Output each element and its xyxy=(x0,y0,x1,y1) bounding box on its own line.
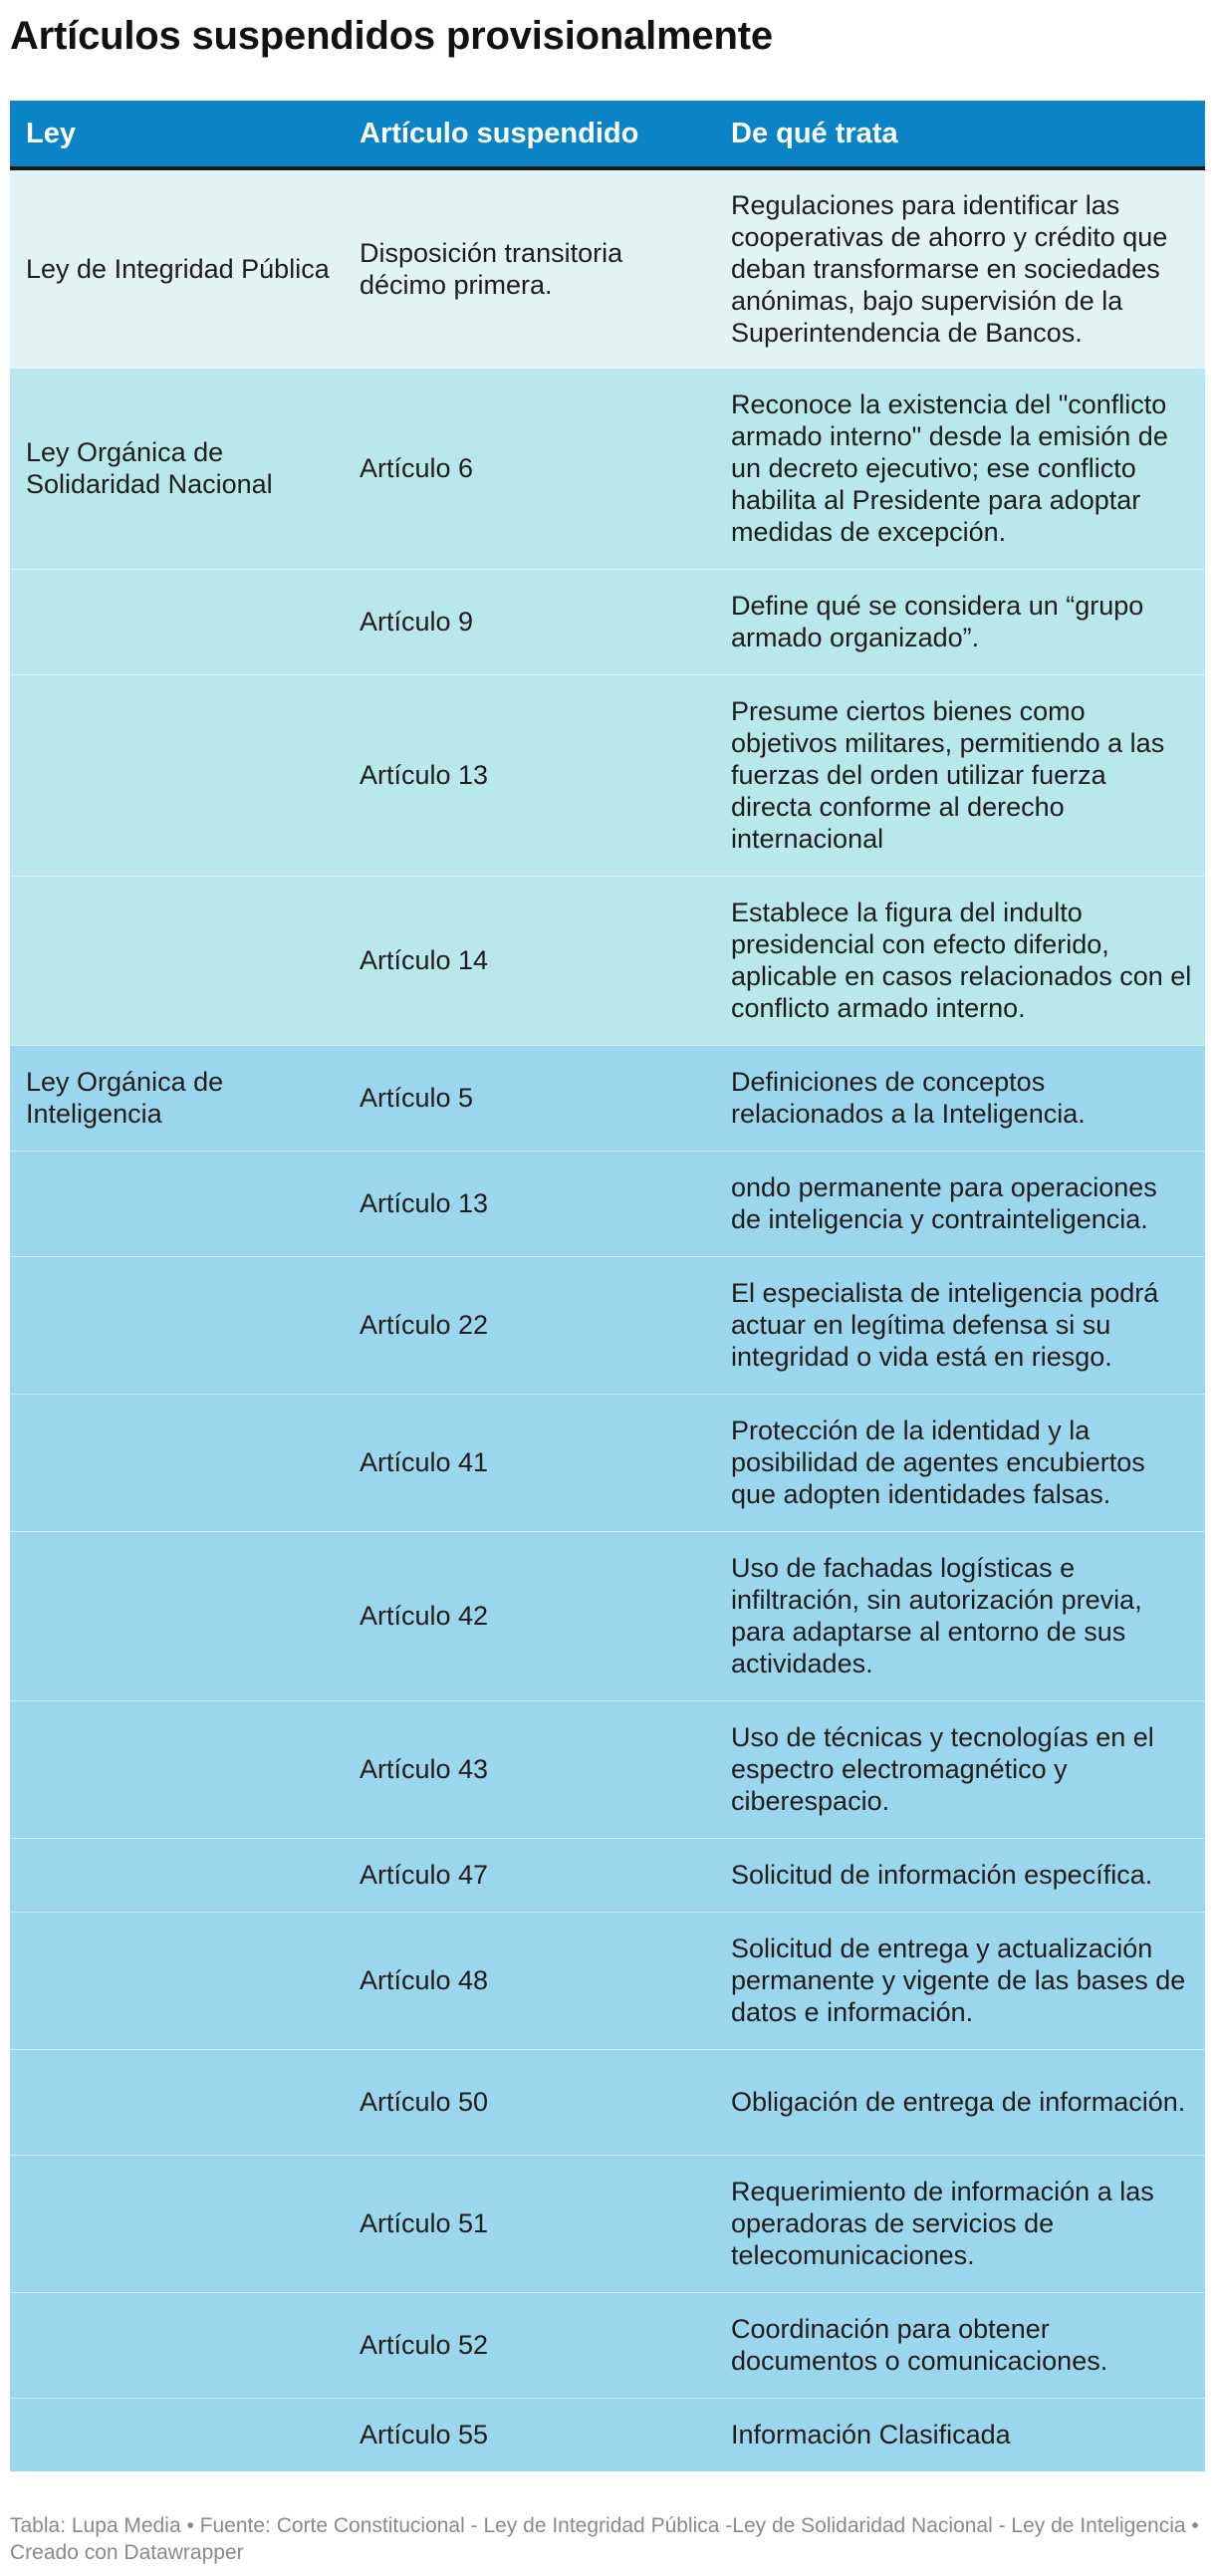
cell-ley xyxy=(10,876,344,1045)
cell-ley xyxy=(10,1394,344,1531)
table-row xyxy=(10,368,1205,569)
cell-articulo: Artículo 14 xyxy=(344,876,715,1045)
cell-trata: Regulaciones para identificar las cooperativas de ahorro y crédito que deban transformarse en sociedades anónimas, bajo supervisión de la Superintendencia de Bancos. xyxy=(715,168,1205,368)
cell-trata: Presume ciertos bienes como objetivos militares, permitiendo a las fuerzas del orden utilizar fuerza directa conforme al derecho internacional xyxy=(715,674,1205,876)
table-row xyxy=(10,876,1205,1045)
table-row xyxy=(10,674,1205,876)
cell-trata: Define qué se considera un “grupo armado organizado”. xyxy=(715,569,1205,674)
cell-articulo: Artículo 22 xyxy=(344,1256,715,1394)
cell-articulo: Artículo 52 xyxy=(344,2292,715,2398)
table-row xyxy=(10,1256,1205,1394)
cell-ley: Ley de Integridad Pública xyxy=(10,168,344,368)
cell-trata: Información Clasificada xyxy=(715,2398,1205,2471)
cell-ley xyxy=(10,2049,344,2155)
cell-trata: Reconoce la existencia del "conflicto armado interno" desde la emisión de un decreto ejecutivo; ese conflicto habilita al Presidente para adoptar medidas de excepción. xyxy=(715,368,1205,569)
cell-trata: Definiciones de conceptos relacionados a la Inteligencia. xyxy=(715,1045,1205,1151)
articles-table xyxy=(10,101,1205,2471)
cell-ley xyxy=(10,2292,344,2398)
cell-ley: Ley Orgánica de Solidaridad Nacional xyxy=(10,368,344,569)
cell-articulo: Artículo 50 xyxy=(344,2049,715,2155)
cell-articulo: Artículo 55 xyxy=(344,2398,715,2471)
table-row xyxy=(10,2398,1205,2471)
cell-ley xyxy=(10,569,344,674)
table-row xyxy=(10,1912,1205,2049)
column-header-trata[interactable]: De qué trata xyxy=(715,101,1205,168)
table-row xyxy=(10,1531,1205,1700)
cell-trata: Obligación de entrega de información. xyxy=(715,2049,1205,2155)
cell-articulo: Artículo 13 xyxy=(344,1151,715,1256)
cell-ley xyxy=(10,1912,344,2049)
cell-articulo: Artículo 6 xyxy=(344,368,715,569)
table-row xyxy=(10,1700,1205,1838)
cell-trata: Coordinación para obtener documentos o comunicaciones. xyxy=(715,2292,1205,2398)
cell-articulo: Artículo 42 xyxy=(344,1531,715,1700)
column-header-articulo[interactable]: Artículo suspendido xyxy=(344,101,715,168)
cell-articulo: Artículo 43 xyxy=(344,1700,715,1838)
cell-ley: Ley Orgánica de Inteligencia xyxy=(10,1045,344,1151)
table-header-row xyxy=(10,101,1205,168)
cell-articulo: Artículo 48 xyxy=(344,1912,715,2049)
cell-articulo: Artículo 5 xyxy=(344,1045,715,1151)
cell-articulo: Disposición transitoria décimo primera. xyxy=(344,168,715,368)
cell-trata: Uso de técnicas y tecnologías en el espectro electromagnético y ciberespacio. xyxy=(715,1700,1205,1838)
column-header-ley[interactable]: Ley xyxy=(10,101,344,168)
cell-ley xyxy=(10,1151,344,1256)
table-row xyxy=(10,1045,1205,1151)
cell-trata: Protección de la identidad y la posibilidad de agentes encubiertos que adopten identidades falsas. xyxy=(715,1394,1205,1531)
cell-ley xyxy=(10,1256,344,1394)
cell-articulo: Artículo 41 xyxy=(344,1394,715,1531)
table-row xyxy=(10,2155,1205,2292)
table-row xyxy=(10,2292,1205,2398)
cell-ley xyxy=(10,1700,344,1838)
cell-articulo: Artículo 13 xyxy=(344,674,715,876)
cell-ley xyxy=(10,2398,344,2471)
cell-trata: Solicitud de información específica. xyxy=(715,1838,1205,1912)
table-row xyxy=(10,1151,1205,1256)
table-row xyxy=(10,168,1205,368)
cell-articulo: Artículo 47 xyxy=(344,1838,715,1912)
table-row xyxy=(10,1838,1205,1912)
table-row xyxy=(10,2049,1205,2155)
cell-articulo: Artículo 51 xyxy=(344,2155,715,2292)
cell-trata: Establece la figura del indulto presidencial con efecto diferido, aplicable en casos relacionados con el conflicto armado interno. xyxy=(715,876,1205,1045)
page-title: Artículos suspendidos provisionalmente xyxy=(10,14,773,58)
table-row xyxy=(10,1394,1205,1531)
cell-ley xyxy=(10,2155,344,2292)
cell-ley xyxy=(10,1531,344,1700)
cell-trata: El especialista de inteligencia podrá actuar en legítima defensa si su integridad o vida está en riesgo. xyxy=(715,1256,1205,1394)
source-footer: Tabla: Lupa Media • Fuente: Corte Constitucional - Ley de Integridad Pública -Ley de Solidaridad Nacional - Ley de Inteligencia • Creado con Datawrapper xyxy=(10,2514,1199,2564)
cell-trata: Uso de fachadas logísticas e infiltración, sin autorización previa, para adaptarse al entorno de sus actividades. xyxy=(715,1531,1205,1700)
cell-articulo: Artículo 9 xyxy=(344,569,715,674)
cell-trata: Solicitud de entrega y actualización permanente y vigente de las bases de datos e información. xyxy=(715,1912,1205,2049)
cell-ley xyxy=(10,674,344,876)
cell-ley xyxy=(10,1838,344,1912)
table-row xyxy=(10,569,1205,674)
cell-trata: ondo permanente para operaciones de inteligencia y contrainteligencia. xyxy=(715,1151,1205,1256)
cell-trata: Requerimiento de información a las operadoras de servicios de telecomunicaciones. xyxy=(715,2155,1205,2292)
